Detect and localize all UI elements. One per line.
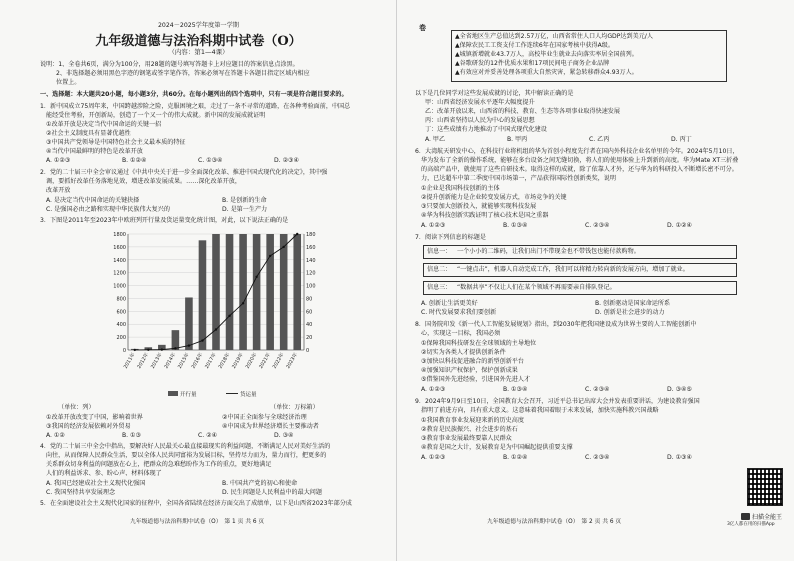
y-right-tick-label: 160	[306, 244, 316, 251]
bar-trains-2022年	[280, 234, 288, 350]
q2-choice-a: A. 是决定当代中国命运的关键抉择	[46, 197, 140, 204]
point-freight-2015年	[188, 344, 190, 346]
y-left-tick-label: 200	[116, 335, 126, 342]
y-right-tick-label: 180	[306, 232, 316, 238]
q1-choice-d: D. ②③④	[274, 157, 299, 164]
brand-sub: 3亿人都在用的扫描App	[727, 522, 775, 527]
bar-trains-2020年	[253, 234, 261, 350]
q6-line: 力，已达超车中第二季度中国市场第一，产品获得国际性创新类奖，说明	[421, 175, 616, 182]
point-freight-2014年	[174, 347, 176, 349]
section-heading: 一、选择题：本大题共20小题，每小题3分，共60分。在每小题列出的四个选项中，只有一项是符合题目要求的。	[40, 91, 348, 98]
y-left-tick-label: 1000	[113, 283, 126, 290]
q2-choice-d: D. 是第一生产力	[222, 206, 268, 213]
q7-choice-a: A. 创新让生活更美好	[421, 300, 478, 307]
x-tick-label: 2019年	[231, 352, 245, 370]
q4-line: 人们的利益诉求、参、盼心声、材料体现了	[46, 470, 162, 477]
q9-option: ③教育事业发展最终要靠人民群众	[421, 435, 512, 442]
q2-line: 改革开放	[46, 187, 71, 194]
q3-option: ④中国成为世界经济增长主要推动者	[222, 423, 319, 430]
x-tick-label: 2020年	[245, 352, 259, 370]
q8-line: 8．国务院印发《新一代人工智能发展规划》指出，到2030年把我国建设成为世界主要的人工智能创新中	[415, 321, 697, 328]
qr-code-icon	[747, 468, 783, 506]
q8-option: ①保障我国科技研发在全球领域的主导地位	[421, 340, 537, 347]
instruction-line: 2、非选择题必须用黑色字迹的钢笔或签字笔作答，答案必须写在答题卡各题目指定区域内相应	[56, 70, 310, 77]
q6-choice-b: B. ①③④	[503, 222, 528, 229]
q5-choice-c: C. 乙丙	[589, 136, 610, 143]
q6-choice-c: C. ②③④	[585, 222, 610, 229]
q3-option: ①改革开放改变了中国，影响着世界	[46, 414, 143, 421]
q9-choice-a: A. ①②③	[421, 454, 446, 461]
q2-choice-c: C. 是强国必由之路和实现中华民族伟大复兴的	[46, 206, 170, 213]
exam-title: 九年级道德与法治科期中试卷（O）	[95, 34, 302, 49]
q7-choice-b: B. 创新驱动是国家命运所系	[595, 300, 671, 307]
q3-choice-d: D. ③④	[274, 432, 294, 439]
header-mark: 卷	[419, 24, 426, 32]
info-text: 一个小小的二维码，让我们出门不带现金也不带钱包也能付款购物。	[457, 248, 640, 255]
q5-line: 以下是几位同学对这些发展成就的讨论，其中解读正确的是	[415, 90, 574, 97]
q8-option: ⑤借鉴国外先进经验，引进国外先进人才	[421, 376, 531, 383]
q6-option: ③只要加大创新投入，就能够实现科技发展	[421, 203, 537, 210]
bar-trains-2018年	[226, 234, 234, 350]
y-right-tick-label: 140	[306, 257, 316, 264]
y-right-tick-label: 0	[306, 348, 310, 354]
page-footer: 九年级道德与法治科期中试卷（O） 第 1 页 共 6 页	[130, 519, 265, 525]
legend-label-bar: 开行量	[180, 392, 197, 398]
q8-choice-a: A. ①②③	[421, 386, 446, 393]
q9-line: 指明了前进方向，具有重大意义。这意味着我国着眼于未来发展，加快实施科教兴国战略	[421, 407, 659, 414]
q5-choice-a: A. 甲乙	[425, 136, 446, 143]
q3-choice-c: C. ②④	[198, 432, 218, 439]
term-label: 2024－2025学年度第一学期	[158, 22, 239, 29]
q6-option: ④华为科技创新实践证明了核心技术是国之重器	[421, 212, 549, 219]
y-left-tick-label: 400	[116, 322, 126, 329]
q1-choice-b: B. ①②④	[122, 157, 147, 164]
exam-subtitle: （内容：第1—4课）	[168, 48, 229, 56]
y-right-tick-label: 40	[306, 322, 313, 329]
q3-choice-b: B. ①③	[122, 432, 141, 439]
brand-name: 扫描全能王	[752, 514, 783, 521]
point-freight-2023年	[296, 233, 298, 235]
q9-option: ②教育是民族振兴、社会进步的基石	[421, 426, 518, 433]
q1-option: ③中国共产党领导是中国特色社会主义最本质的特征	[46, 139, 186, 146]
q6-line: 华为发布了全新的操作系统，能够在多台设备之间无缝切换，将人们的使用体验上升到新的高度。华为Mate XT三折叠	[421, 157, 739, 164]
point-freight-2022年	[282, 246, 284, 248]
q1-option: ④当代中国最鲜明的特色是改革开放	[46, 148, 143, 155]
q1-line: 能经受住考验，开创新局，创造了一个又一个的伟大成就。新中国的发展成就证明	[46, 112, 266, 119]
x-tick-label: 2022年	[272, 352, 286, 370]
box-item: ▲城镇新增就业43.7万人，高校毕业生就业去向落实率居全国前列。	[455, 51, 638, 58]
q2-line: 2．党的二十届三中全会审议通过《中共中央关于进一步全面深化改革、推进中国式现代化的决定》，其中强	[40, 169, 328, 176]
info-label: 信息三：	[427, 284, 452, 291]
q3-option: ②中国正全面参与全球经济治理	[222, 414, 307, 421]
y-left-tick-label: 1600	[113, 244, 126, 251]
legend-label-line: 货运量	[240, 392, 257, 398]
instruction-line: 位置上。	[56, 79, 81, 86]
q5-line: 甲：山西省经济发展水平逐年大幅度提升	[425, 99, 535, 106]
q5-line: 丁：这些成绩有力地推动了中国式现代化建设	[425, 126, 547, 133]
info-text: “一键点击”，机器人自动完成工作，我们可以将精力转向新的发展方向，增加了就业。	[457, 266, 689, 273]
q6-line: 6．大湾航天研发中心，在科技行业将机组的华为首创小程度先行者在国内外科技企业名单里的今年。2024年5月10日，	[415, 148, 739, 155]
q9-line: 9．2024年9月9日至10日，全国教育大会召开，习近平总书记出席大会并发表重要讲话，为建设教育强国	[415, 398, 700, 405]
q3-choice-a: A. ①②	[46, 432, 65, 439]
y-left-tick-label: 0	[122, 348, 126, 354]
q7-choice-d: D. 创新是社会进步的动力	[595, 309, 665, 316]
info-text: “数据共享”不仅让人们在某个领域不再需要亲自排队登记。	[457, 284, 616, 291]
chart-unit-left: （单位：列）	[58, 404, 95, 411]
x-tick-label: 2013年	[150, 352, 164, 370]
q8-option: ④加强知识产权保护，保护创新成果	[421, 367, 518, 374]
q4-choice-a: A. 我国已经建成社会主义现代化强国	[46, 480, 146, 487]
q9-option: ①我国教育事业发展迎来新的历史高度	[421, 417, 524, 424]
q2-line: 调，要抓好改革任务落地见效，增进改革发展成果。……深化改革开放，	[46, 178, 241, 185]
q4-line: 4．党的二十届三中全会中指出，要解决好人民最关心最直接最现实的利益问题，不断满足人民对美好生活的	[40, 443, 331, 450]
box-item: ▲谷歌研发的12件优质水果和17项民间电子商务企业品牌	[455, 60, 610, 67]
x-tick-label: 2011年	[123, 352, 137, 370]
bar-trains-2014年	[172, 330, 180, 350]
q8-choice-b: B. ①③④	[503, 386, 528, 393]
q1-line: 1．新中国成立75周年来，中国跨越涉险之险，克服困境之艰，走过了一条不寻常的道路，在各种考验面前，中国总	[40, 103, 351, 110]
q6-line: 的高端产品中，就使用了这些自研技术。取得这样的成就，除了依靠人才外，还与华为的科研投入不断增长密不可分。	[421, 166, 738, 173]
legend-swatch-bar	[168, 391, 178, 396]
q7-line: 7．阅读下列信息的标题是	[415, 234, 486, 241]
point-freight-2013年	[161, 348, 163, 350]
y-right-tick-label: 20	[306, 335, 313, 342]
q5-line: 5．在全面建设社会主义现代化国家的征程中，全国各省陆续在经济方面交出了成绩单，以下是山西省2023年部分成	[40, 500, 352, 507]
page-right	[397, 0, 794, 561]
y-left-tick-label: 800	[116, 296, 126, 303]
q6-option: ②提升创新能力是企业转变发展方式，市场竞争的关键	[421, 194, 567, 201]
instruction-line: 说明：1、全卷共6页，满分为100分，用28题的题号填写答题卡上对应题目的答案信息点涂黑。	[40, 61, 299, 68]
y-right-tick-label: 120	[306, 270, 316, 277]
point-freight-2021年	[269, 255, 271, 257]
q9-option: ④教育是国之大计，发展教育是为中国崛起提供重要支撑	[421, 444, 573, 451]
bar-trains-2017年	[212, 234, 220, 350]
box-item: ▲全省地区生产总值达到2.57万亿，山西省常住人口人均GDP达到美元/人	[455, 33, 653, 40]
q4-line: 向往，从而保障人民群众生活，要以全体人民共同富裕为发展目标，坚持尽力而为，量力而行，把更多的	[46, 452, 327, 459]
q1-option: ①改革开放是决定当代中国命运的关键一招	[46, 121, 162, 128]
q6-choice-a: A. ①②③	[421, 222, 446, 229]
q2-choice-b: B. 是创新的生命	[222, 197, 267, 204]
x-tick-label: 2015年	[177, 352, 191, 370]
bar-trains-2016年	[199, 240, 207, 350]
box-item: ▲有效应对并妥善处理各项重大自然灾害，紧急转移群众4.93万人。	[455, 69, 638, 76]
scanner-logo-icon	[741, 513, 750, 520]
point-freight-2017年	[215, 328, 217, 330]
box-item: ▲保障农民工工资支付工作连续6年在国家考核中获得A级。	[455, 42, 614, 49]
q8-line: 心，实现这一目标，我国必须	[421, 330, 501, 337]
q9-choice-b: B. ①②④	[503, 454, 528, 461]
x-tick-label: 2023年	[286, 352, 299, 370]
bar-trains-2015年	[185, 297, 193, 350]
q6-choice-d: D. ①②④	[667, 222, 692, 229]
q7-choice-c: C. 时代发展要求我们要创新	[421, 309, 497, 316]
point-freight-2018年	[228, 315, 230, 317]
x-tick-label: 2021年	[259, 352, 272, 370]
q8-choice-c: C. ②③④	[585, 386, 610, 393]
q8-option: ②切实为各类人才提供创新条件	[421, 349, 506, 356]
q5-choice-b: B. 甲丙	[507, 136, 528, 143]
q4-choice-b: B. 中国共产党的初心和使命	[222, 480, 298, 487]
q8-choice-d: D. ③④⑤	[667, 386, 692, 393]
page-footer: 九年级道德与法治科期中试卷（O） 第 2 页 共 6 页	[487, 519, 622, 525]
q4-line: 关系群众切身利益的问题放在心上，把群众的急难愁盼作为工作的重点，更好地满足	[46, 461, 272, 468]
y-left-tick-label: 1800	[113, 232, 126, 238]
q9-choice-d: D. ①③④	[667, 454, 692, 461]
bar-trains-2019年	[239, 234, 247, 350]
x-tick-label: 2018年	[218, 352, 232, 370]
q4-choice-c: C. 我国坚持共享发展理念	[46, 489, 116, 496]
info-label: 信息一：	[427, 248, 452, 255]
q3-line: 3．下图是2011年至2023年中欧班列开行量及货运量变化统计图，对此，以下说法正确的是	[40, 217, 289, 224]
q1-option: ②社会主义制度具有显著优越性	[46, 130, 131, 137]
chart-unit-right: （单位：万标箱）	[270, 404, 319, 411]
point-freight-2020年	[255, 276, 257, 278]
q3-option: ③我国的经济发展依赖对外贸易	[46, 423, 131, 430]
y-left-tick-label: 1200	[113, 270, 126, 277]
y-left-tick-label: 600	[116, 309, 126, 316]
q9-choice-c: C. ②③④	[585, 454, 610, 461]
train-freight-chart	[96, 228, 336, 404]
q6-option: ①企业是我国科技创新的主体	[421, 185, 500, 192]
q5-line: 丙：山西省坚持以人民为中心的发展思想	[425, 117, 535, 124]
q5-line: 乙：改革开放以来，山西省的科技、教育、生态等各项事业取得快速发展	[425, 108, 620, 115]
point-freight-2016年	[201, 339, 203, 341]
y-right-tick-label: 100	[306, 283, 316, 290]
point-freight-2019年	[242, 302, 244, 304]
x-tick-label: 2017年	[204, 352, 218, 370]
x-tick-label: 2014年	[164, 352, 178, 370]
q8-option: ③加快以科技促进融合的新型创新平台	[421, 358, 524, 365]
x-tick-label: 2012年	[137, 352, 151, 370]
point-freight-2011年	[134, 349, 136, 351]
q1-choice-c: C. ①③④	[198, 157, 223, 164]
q1-choice-a: A. ①②③	[46, 157, 71, 164]
y-right-tick-label: 80	[306, 296, 313, 303]
q5-choice-d: D. 丙丁	[671, 136, 692, 143]
bar-trains-2023年	[293, 234, 301, 350]
y-right-tick-label: 60	[306, 309, 313, 316]
info-label: 信息二：	[427, 266, 452, 273]
point-freight-2012年	[147, 349, 149, 351]
bar-trains-2021年	[266, 234, 274, 350]
y-left-tick-label: 1400	[113, 257, 126, 264]
x-tick-label: 2016年	[191, 352, 205, 370]
scanner-brand	[741, 512, 782, 521]
q4-choice-d: D. 民生问题是人民利益中的最大问题	[222, 489, 322, 496]
